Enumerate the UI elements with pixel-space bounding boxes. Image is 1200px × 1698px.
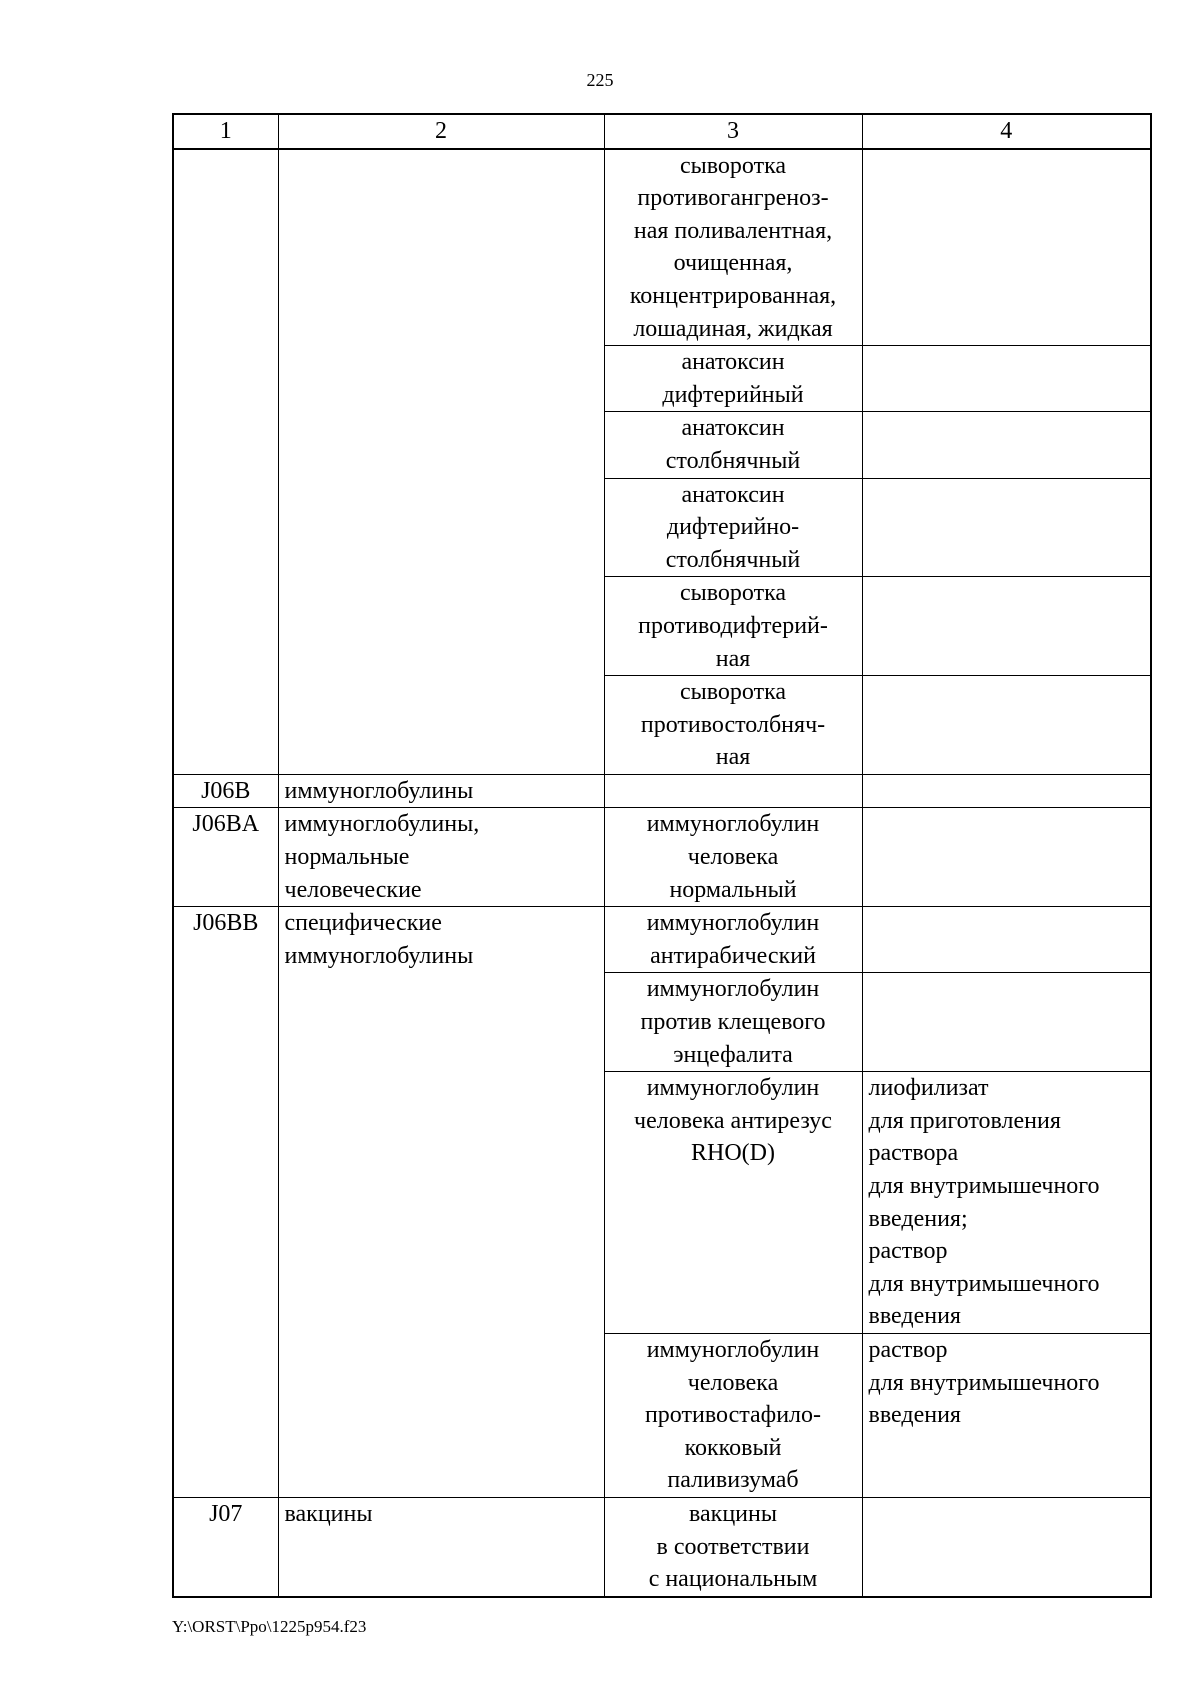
drug-name-cell: иммуноглобулин против клещевого энцефалита xyxy=(604,973,862,1072)
atc-code-cell: J06B xyxy=(173,774,278,808)
atc-code-cell: J06BB xyxy=(173,907,278,1498)
dosage-form-cell xyxy=(862,1497,1151,1596)
dosage-form-cell xyxy=(862,577,1151,676)
group-name-cell: иммуноглобулины, нормальные человеческие xyxy=(278,808,604,907)
dosage-form-cell: раствор для внутримышечного введения xyxy=(862,1333,1151,1497)
dosage-form-cell xyxy=(862,412,1151,478)
column-header-3: 3 xyxy=(604,114,862,149)
dosage-form-cell xyxy=(862,808,1151,907)
drug-classification-table xyxy=(172,113,1152,1598)
drug-name-cell: анатоксин дифтерийно- столбнячный xyxy=(604,478,862,577)
drug-name-cell: иммуноглобулин человека противостафило- кокковый паливизумаб xyxy=(604,1333,862,1497)
drug-name-cell: анатоксин дифтерийный xyxy=(604,346,862,412)
file-path-footer: Y:\ORST\Ppo\1225p954.f23 xyxy=(172,1617,367,1636)
table-row xyxy=(173,774,1151,808)
dosage-form-cell xyxy=(862,774,1151,808)
group-name-cell: специфические иммуноглобулины xyxy=(278,907,604,1498)
column-header-1: 1 xyxy=(173,114,278,149)
atc-code-cell xyxy=(173,149,278,775)
atc-code-cell: J06BA xyxy=(173,808,278,907)
page-number: 225 xyxy=(586,70,614,90)
drug-name-cell: анатоксин столбнячный xyxy=(604,412,862,478)
dosage-form-cell xyxy=(862,478,1151,577)
drug-name-cell: сыворотка противостолбняч- ная xyxy=(604,676,862,775)
dosage-form-cell xyxy=(862,676,1151,775)
dosage-form-cell xyxy=(862,973,1151,1072)
table-row xyxy=(173,149,1151,346)
group-name-cell: вакцины xyxy=(278,1497,604,1596)
table-row xyxy=(173,907,1151,973)
group-name-cell xyxy=(278,149,604,775)
drug-name-cell: сыворотка противодифтерий- ная xyxy=(604,577,862,676)
column-header-4: 4 xyxy=(862,114,1151,149)
group-name-cell: иммуноглобулины xyxy=(278,774,604,808)
drug-name-cell: иммуноглобулин человека нормальный xyxy=(604,808,862,907)
dosage-form-cell xyxy=(862,346,1151,412)
table-header-row xyxy=(173,114,1151,149)
table-row xyxy=(173,808,1151,907)
drug-name-cell xyxy=(604,774,862,808)
dosage-form-cell xyxy=(862,907,1151,973)
atc-code-cell: J07 xyxy=(173,1497,278,1596)
drug-name-cell: вакцины в соответствии с национальным xyxy=(604,1497,862,1596)
table-row xyxy=(173,1497,1151,1596)
drug-name-cell: сыворотка противогангреноз- ная поливалентная, очищенная, концентрированная, лошадиная, жидкая xyxy=(604,149,862,346)
drug-name-cell: иммуноглобулин человека антирезус RHO(D) xyxy=(604,1072,862,1334)
dosage-form-cell: лиофилизат для приготовления раствора для внутримышечного введения; раствор для внутримышечного введения xyxy=(862,1072,1151,1334)
drug-name-cell: иммуноглобулин антирабический xyxy=(604,907,862,973)
column-header-2: 2 xyxy=(278,114,604,149)
dosage-form-cell xyxy=(862,149,1151,346)
